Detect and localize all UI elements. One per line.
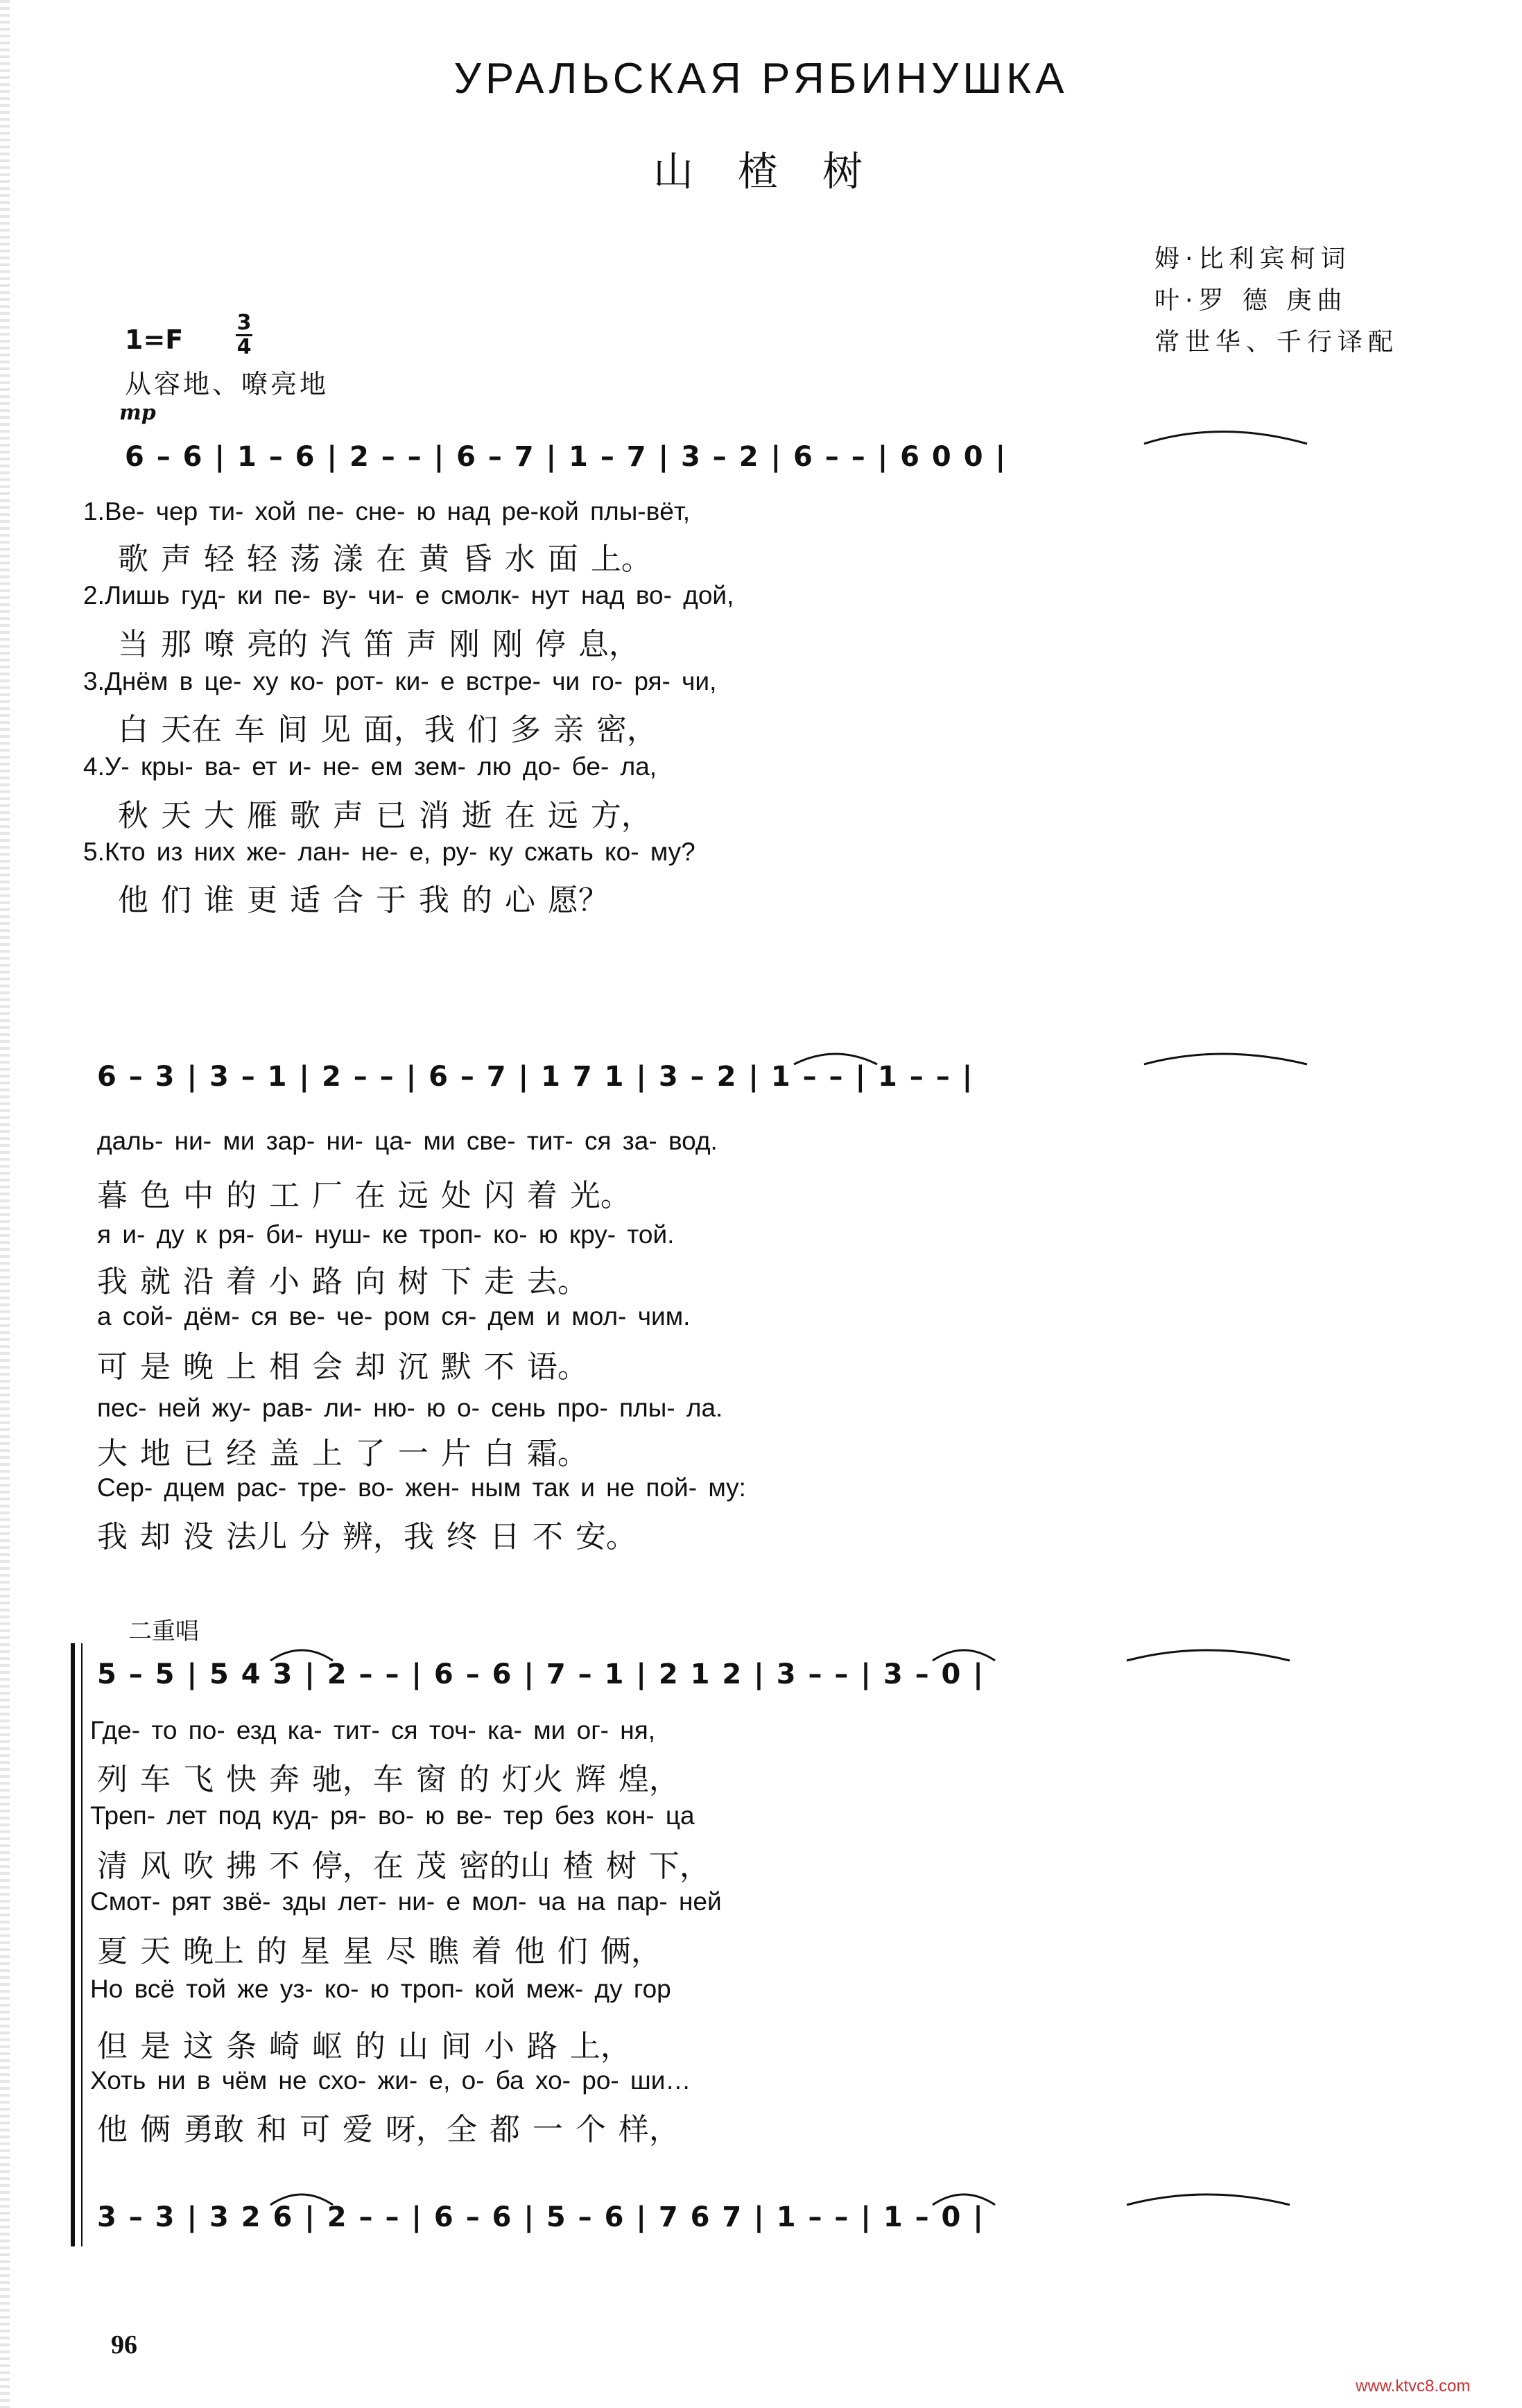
- lyric-s3-l7: Но всё той же уз- ко- ю троп- кой меж- ду гор: [90, 1975, 671, 2003]
- watermark: www.ktvc8.com: [1356, 2377, 1471, 2396]
- time-signature-bottom: 4: [236, 335, 252, 359]
- lyric-s1-l5: 3.Днём в це- ху ко- рот- ки- е встре- чи го- ря- чи,: [83, 667, 717, 695]
- dynamic-marking: mp: [119, 401, 156, 425]
- lyric-s3-l5: Смот- рят звё- зды лет- ни- е мол- ча на пар- ней: [90, 1887, 722, 1916]
- lyric-s3-l6: 夏 天 晚上 的 星 星 尽 瞧 着 他 们 俩，: [97, 1934, 661, 1969]
- lyric-s1-l7: 4.У- кры- ва- ет и- не- ем зем- лю до- бе- ла,: [83, 752, 657, 781]
- tempo-marking: 从容地、嘹亮地: [125, 369, 329, 399]
- notes-section2: 6 – 3 | 3 – 1 | 2 – – | 6 – 7 | 1 7 1 | 3 – 2 | 1 – – | 1 – – |: [97, 1061, 974, 1093]
- notes-section1: 6 – 6 | 1 – 6 | 2 – – | 6 – 7 | 1 – 7 | 3 – 2 | 6 – – | 6 0 0 |: [125, 441, 1008, 473]
- lyric-s2-l1: даль- ни- ми зар- ни- ца- ми све- тит- ся за- вод.: [97, 1127, 718, 1155]
- title-chinese: 山楂树: [652, 148, 907, 195]
- lyric-s1-l9: 5.Кто из них же- лан- не- е, ру- ку сжать ко- му?: [83, 838, 695, 866]
- lyric-s2-l7: пес- ней жу- рав- ли- ню- ю о- сень про- плы- ла.: [97, 1394, 723, 1422]
- lyric-s2-l5: а сой- дём- ся ве- че- ром ся- дем и мол- чим.: [97, 1302, 691, 1331]
- lyric-s2-l8: 大 地 已 经 盖 上 了 一 片 白 霜。: [97, 1436, 588, 1471]
- lyric-s1-l3: 2.Лишь гуд- ки пе- ву- чи- е смолк- нут над во- дой,: [83, 581, 734, 609]
- notes-section3-lower: 3 – 3 | 3 2 6 | 2 – – | 6 – 6 | 5 – 6 | 7 6 7 | 1 – – | 1 – 0 |: [97, 2201, 985, 2233]
- page-number: 96: [111, 2330, 137, 2359]
- lyric-s3-l4: 清 风 吹 拂 不 停，在 茂 密的山 楂 树 下，: [97, 1848, 710, 1884]
- lyric-s2-l4: 我 就 沿 着 小 路 向 树 下 走 去。: [97, 1264, 588, 1299]
- lyric-s2-l10: 我 却 没 法儿 分 辨，我 终 日 不 安。: [97, 1519, 637, 1554]
- lyric-s1-l10: 他 们 谁 更 适 合 于 我 的 心 愿？: [118, 883, 609, 918]
- lyric-s3-l9: Хоть ни в чём не схо- жи- е, о- ба хо- ро- ши…: [90, 2066, 691, 2095]
- lyric-s1-l1: 1.Ве- чер ти- хой пе- сне- ю над ре-кой плы-вёт,: [83, 497, 690, 526]
- lyric-s1-l8: 秋 天 大 雁 歌 声 已 消 逝 在 远 方，: [118, 798, 652, 833]
- duet-label: 二重唱: [128, 1618, 199, 1645]
- credit-composer: 叶·罗 德 庚曲: [1155, 286, 1348, 315]
- lyric-s3-l10: 他 俩 勇敢 和 可 爱 呀，全 都 一 个 样，: [97, 2112, 680, 2147]
- lyric-s1-l6: 白 天在 车 间 见 面，我 们 多 亲 密，: [118, 712, 657, 747]
- title-russian: УРАЛЬСКАЯ РЯБИНУШКА: [453, 55, 1069, 103]
- lyric-s3-l2: 列 车 飞 快 奔 驰，车 窗 的 灯火 辉 煌，: [97, 1762, 680, 1797]
- lyric-s1-l2: 歌 声 轻 轻 荡 漾 在 黄 昏 水 面 上。: [118, 542, 652, 577]
- lyric-s3-l8: 但 是 这 条 崎 岖 的 山 间 小 路 上，: [97, 2029, 631, 2064]
- lyric-s2-l6: 可 是 晚 上 相 会 却 沉 默 不 语。: [97, 1349, 588, 1385]
- lyric-s2-l9: Сер- дцем рас- тре- во- жен- ным так и не пой- му:: [97, 1473, 746, 1502]
- lyric-s2-l3: я и- ду к ря- би- нуш- ке троп- ко- ю кру- той.: [97, 1220, 675, 1249]
- lyric-s3-l3: Треп- лет под куд- ря- во- ю ве- тер без кон- ца: [90, 1801, 695, 1830]
- time-signature-top: 3: [236, 311, 252, 335]
- lyric-s2-l2: 暮 色 中 的 工 厂 在 远 处 闪 着 光。: [97, 1178, 631, 1213]
- credit-lyricist: 姆·比利宾柯词: [1155, 245, 1351, 273]
- lyric-s3-l1: Где- то по- езд ка- тит- ся точ- ка- ми ог- ня,: [90, 1716, 656, 1744]
- credit-translator: 常世华、千行译配: [1155, 328, 1399, 356]
- notes-section3-upper: 5 – 5 | 5 4 3 | 2 – – | 6 – 6 | 7 – 1 | 2 1 2 | 3 – – | 3 – 0 |: [97, 1658, 985, 1690]
- key-signature: 1=F: [125, 324, 184, 355]
- lyric-s1-l4: 当 那 嘹 亮的 汽 笛 声 刚 刚 停 息，: [118, 627, 639, 662]
